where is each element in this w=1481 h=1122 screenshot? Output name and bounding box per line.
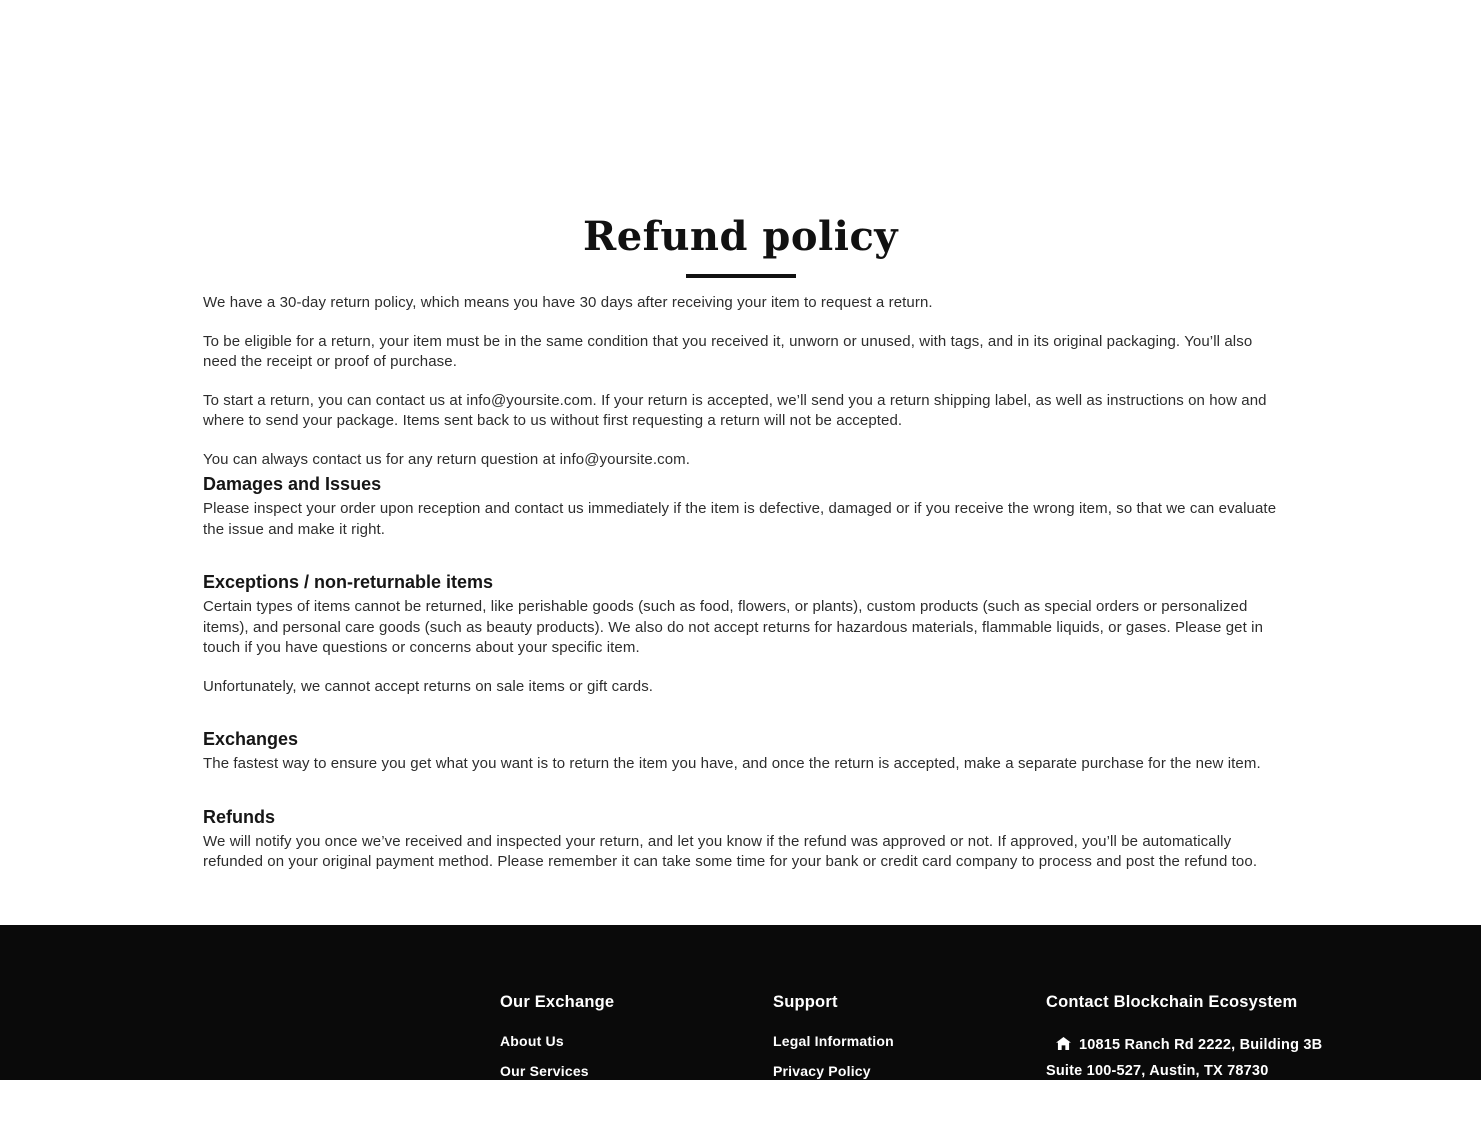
footer-column-contact [1046, 993, 1348, 1116]
section-exceptions [203, 570, 1278, 697]
section-paragraph: Unfortunately, we cannot accept returns on sale items or gift cards. [203, 677, 654, 695]
title-divider [686, 274, 796, 278]
footer-link-our-services[interactable]: Our Services [500, 1063, 589, 1079]
footer-link-about-us[interactable]: About Us [500, 1033, 564, 1049]
section-heading: Exceptions / non-returnable items [203, 572, 494, 592]
contact-phone [1046, 1096, 1348, 1122]
section-paragraph: Certain types of items cannot be returned, like perishable goods (such as food, flowers, or plants), custom products (such as special orders or personalized items), and personal care goods (such as beauty products). We also do not accept returns for hazardous materials, flammable liquids, or gases. Please get in touch if you have questions or concerns about your specific item. [203, 598, 1264, 656]
address-line-2: Suite 100-527, Austin, TX 78730 [1046, 1063, 1269, 1079]
section-damages-and-issues [203, 472, 1278, 540]
footer-link-legal-information[interactable]: Legal Information [773, 1033, 894, 1049]
intro-paragraph: To be eligible for a return, your item must be in the same condition that you received it, unworn or unused, with tags, and in its original packaging. You’ll also need the receipt or proof of purchase. [203, 332, 1253, 370]
section-heading: Damages and Issues [203, 474, 382, 494]
phone-number[interactable]: +1 (512) 512-4777 [1079, 1100, 1203, 1116]
section-heading: Refunds [203, 806, 275, 827]
section-refunds [203, 805, 1278, 873]
footer-column-heading: Our Exchange [500, 993, 615, 1011]
footer-contact-heading: Contact Blockchain Ecosystem [1046, 993, 1298, 1011]
footer-column-heading: Support [773, 993, 838, 1011]
section-exchanges [203, 727, 1278, 775]
refund-policy-page [203, 0, 1278, 925]
section-paragraph: The fastest way to ensure you get what you want is to return the item you have, and once the return is accepted, make a separate purchase for the new item. [203, 755, 1261, 772]
footer-column-our-exchange [500, 993, 773, 1080]
intro-paragraph: To start a return, you can contact us at info@yoursite.com. If your return is accepted, we’ll send you a return shipping label, as well as instructions on how and where to send your package. Items sent back to us without first requesting a return will not be accepted. [203, 391, 1267, 429]
section-heading: Exchanges [203, 729, 299, 749]
section-paragraph: We will notify you once we’ve received and inspected your return, and let you know if the refund was approved or not. If approved, you’ll be automatically refunded on your original payment method. Please remember it can take some time for your bank or credit card company to process and post the refund too. [203, 832, 1258, 870]
page-title: Refund policy [582, 213, 899, 260]
section-paragraph: Please inspect your order upon reception and contact us immediately if the item is defective, damaged or if you receive the wrong item, so that we can evaluate the issue and make it right. [203, 500, 1277, 538]
intro-paragraph: We have a 30-day return policy, which means you have 30 days after receiving your item to request a return. [203, 294, 933, 311]
address-line-1: 10815 Ranch Rd 2222, Building 3B [1079, 1037, 1323, 1053]
phone-icon [1058, 1097, 1071, 1122]
site-footer [0, 925, 1481, 1116]
footer-link-privacy-policy[interactable]: Privacy Policy [773, 1063, 871, 1079]
contact-address [1046, 1033, 1348, 1084]
house-icon [1056, 1034, 1071, 1059]
intro-paragraph: You can always contact us for any return question at info@yoursite.com. [203, 450, 691, 468]
footer-column-support [773, 993, 1046, 1080]
